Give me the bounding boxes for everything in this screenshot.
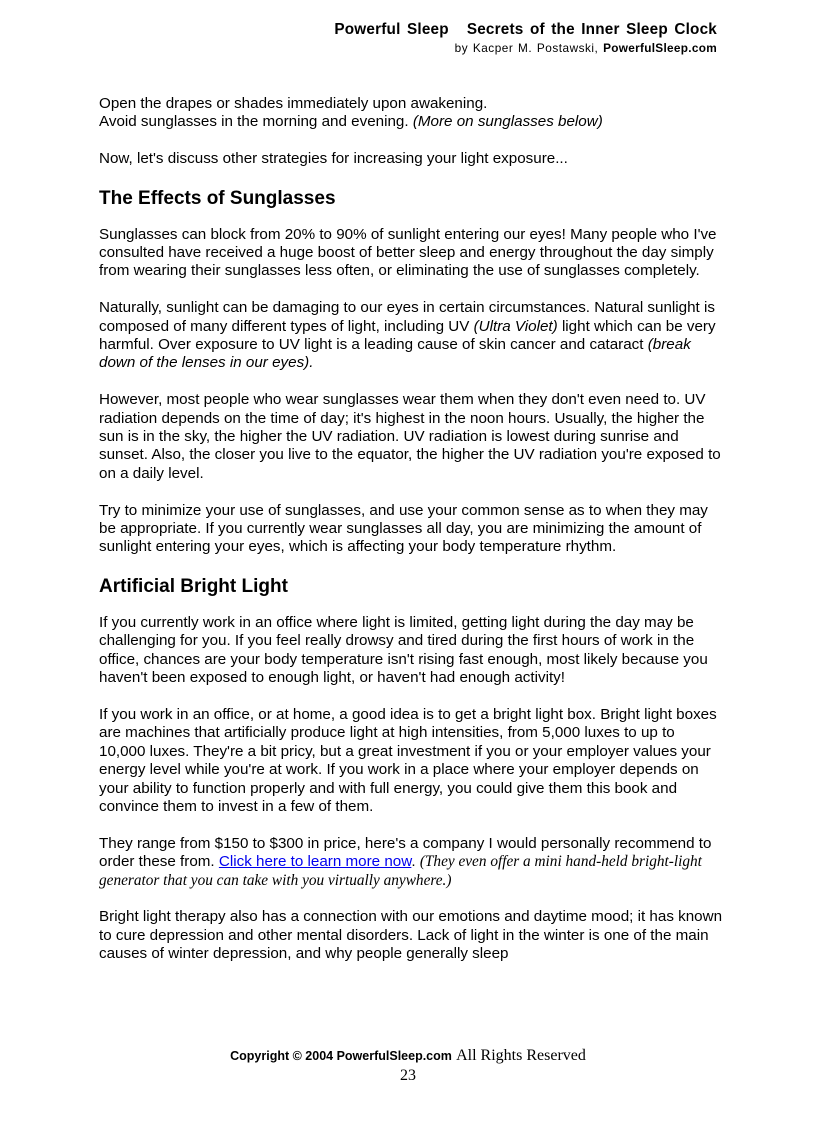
learn-more-link[interactable]: Click here to learn more now [218,853,412,871]
header-title [334,21,717,39]
byline-site: PowerfulSleep.com [603,41,717,55]
page-number: 23 [400,1067,416,1084]
paragraph: If you currently work in an office where light is limited, getting light during the day may be challenging for you. If you feel really drowsy and tired during the first hours of work in the office, chances are your body temperature isn't rising fast enough, most likely because you haven't been exposed to enough light, or haven't had enough activity! [99,613,708,687]
section-heading-bright-light: Artificial Bright Light [99,575,288,597]
page-footer [0,1046,816,1085]
paragraph [99,835,724,890]
byline-author: by Kacper M. Postawski, [454,41,599,55]
header-byline [334,39,717,57]
intro-line-1: Open the drapes or shades immediately upon awakening. [99,95,488,112]
text: . [411,853,416,871]
section-heading-sunglasses: The Effects of Sunglasses [99,187,336,209]
text: Naturally, sunlight can be damaging to our eyes in certain circumstances. Natural sunlight is composed of many different types of light, including UV [99,299,715,335]
paragraph: However, most people who wear sunglasses wear them when they don't even need to. UV radiation depends on the time of day; it's highest in the noon hours. Usually, the higher the sun is in the sky, the higher the UV radiation. UV radiation is lowest during sunrise and sunset. Also, the closer you live to the equator, the higher the UV radiation you're exposed to on a daily level. [99,391,721,482]
paragraph: If you work in an office, or at home, a good idea is to get a bright light box. Bright light boxes are machines that artificially produce light at high intensities, from 5,000 luxes to up to 10,000 luxes. They're a bit pricy, but a great investment if you or your employer values your energy level while you're at work. If you work in a place where your employer depends on your ability to function properly and with full energy, you could give them this book and convince them to invest in a few of them. [99,705,717,815]
header-book-name: Powerful Sleep [334,21,449,38]
italic-note: (They even offer a mini hand-held bright-light generator that you can take with you virtually anywhere.) [99,853,702,889]
text: They range from $150 to $300 in price, here's a company I would personally recommend to order these from. [99,834,712,871]
italic-text: (Ultra Violet) [473,317,558,335]
document-body [99,95,724,982]
header-subtitle: Secrets of the Inner Sleep Clock [466,21,717,38]
intro-line-2-text: Avoid sunglasses in the morning and evening. [99,113,409,131]
rights-text: All Rights Reserved [456,1047,586,1064]
paragraph [99,299,724,373]
text: light which can be very harmful. Over exposure to UV light is a leading cause of skin cancer and cataract [99,317,716,354]
intro-line-2-note: (More on sunglasses below) [412,113,603,131]
page-header [334,21,717,57]
copyright-line [0,1046,816,1066]
paragraph: Try to minimize your use of sunglasses, and use your common sense as to when they may be appropriate. If you currently wear sunglasses all day, you are minimizing the amount of sunlight entering your eyes, which is affecting your body temperature rhythm. [99,501,708,556]
italic-text: (break down of the lenses in our eyes). [99,336,691,372]
paragraph: Sunglasses can block from 20% to 90% of sunlight entering our eyes! Many people who I've consulted have received a huge boost of better sleep and energy throughout the day simply from wearing their sunglasses less often, or eliminating the use of sunglasses completely. [99,225,717,280]
intro-line-3: Now, let's discuss other strategies for increasing your light exposure... [99,150,568,168]
intro-line-2 [99,113,724,131]
copyright-text: Copyright © 2004 PowerfulSleep.com [230,1049,452,1063]
paragraph: Bright light therapy also has a connection with our emotions and daytime mood; it has known to cure depression and other mental disorders. Lack of light in the winter is one of the main causes of winter depression, and why people generally sleep [99,908,723,963]
